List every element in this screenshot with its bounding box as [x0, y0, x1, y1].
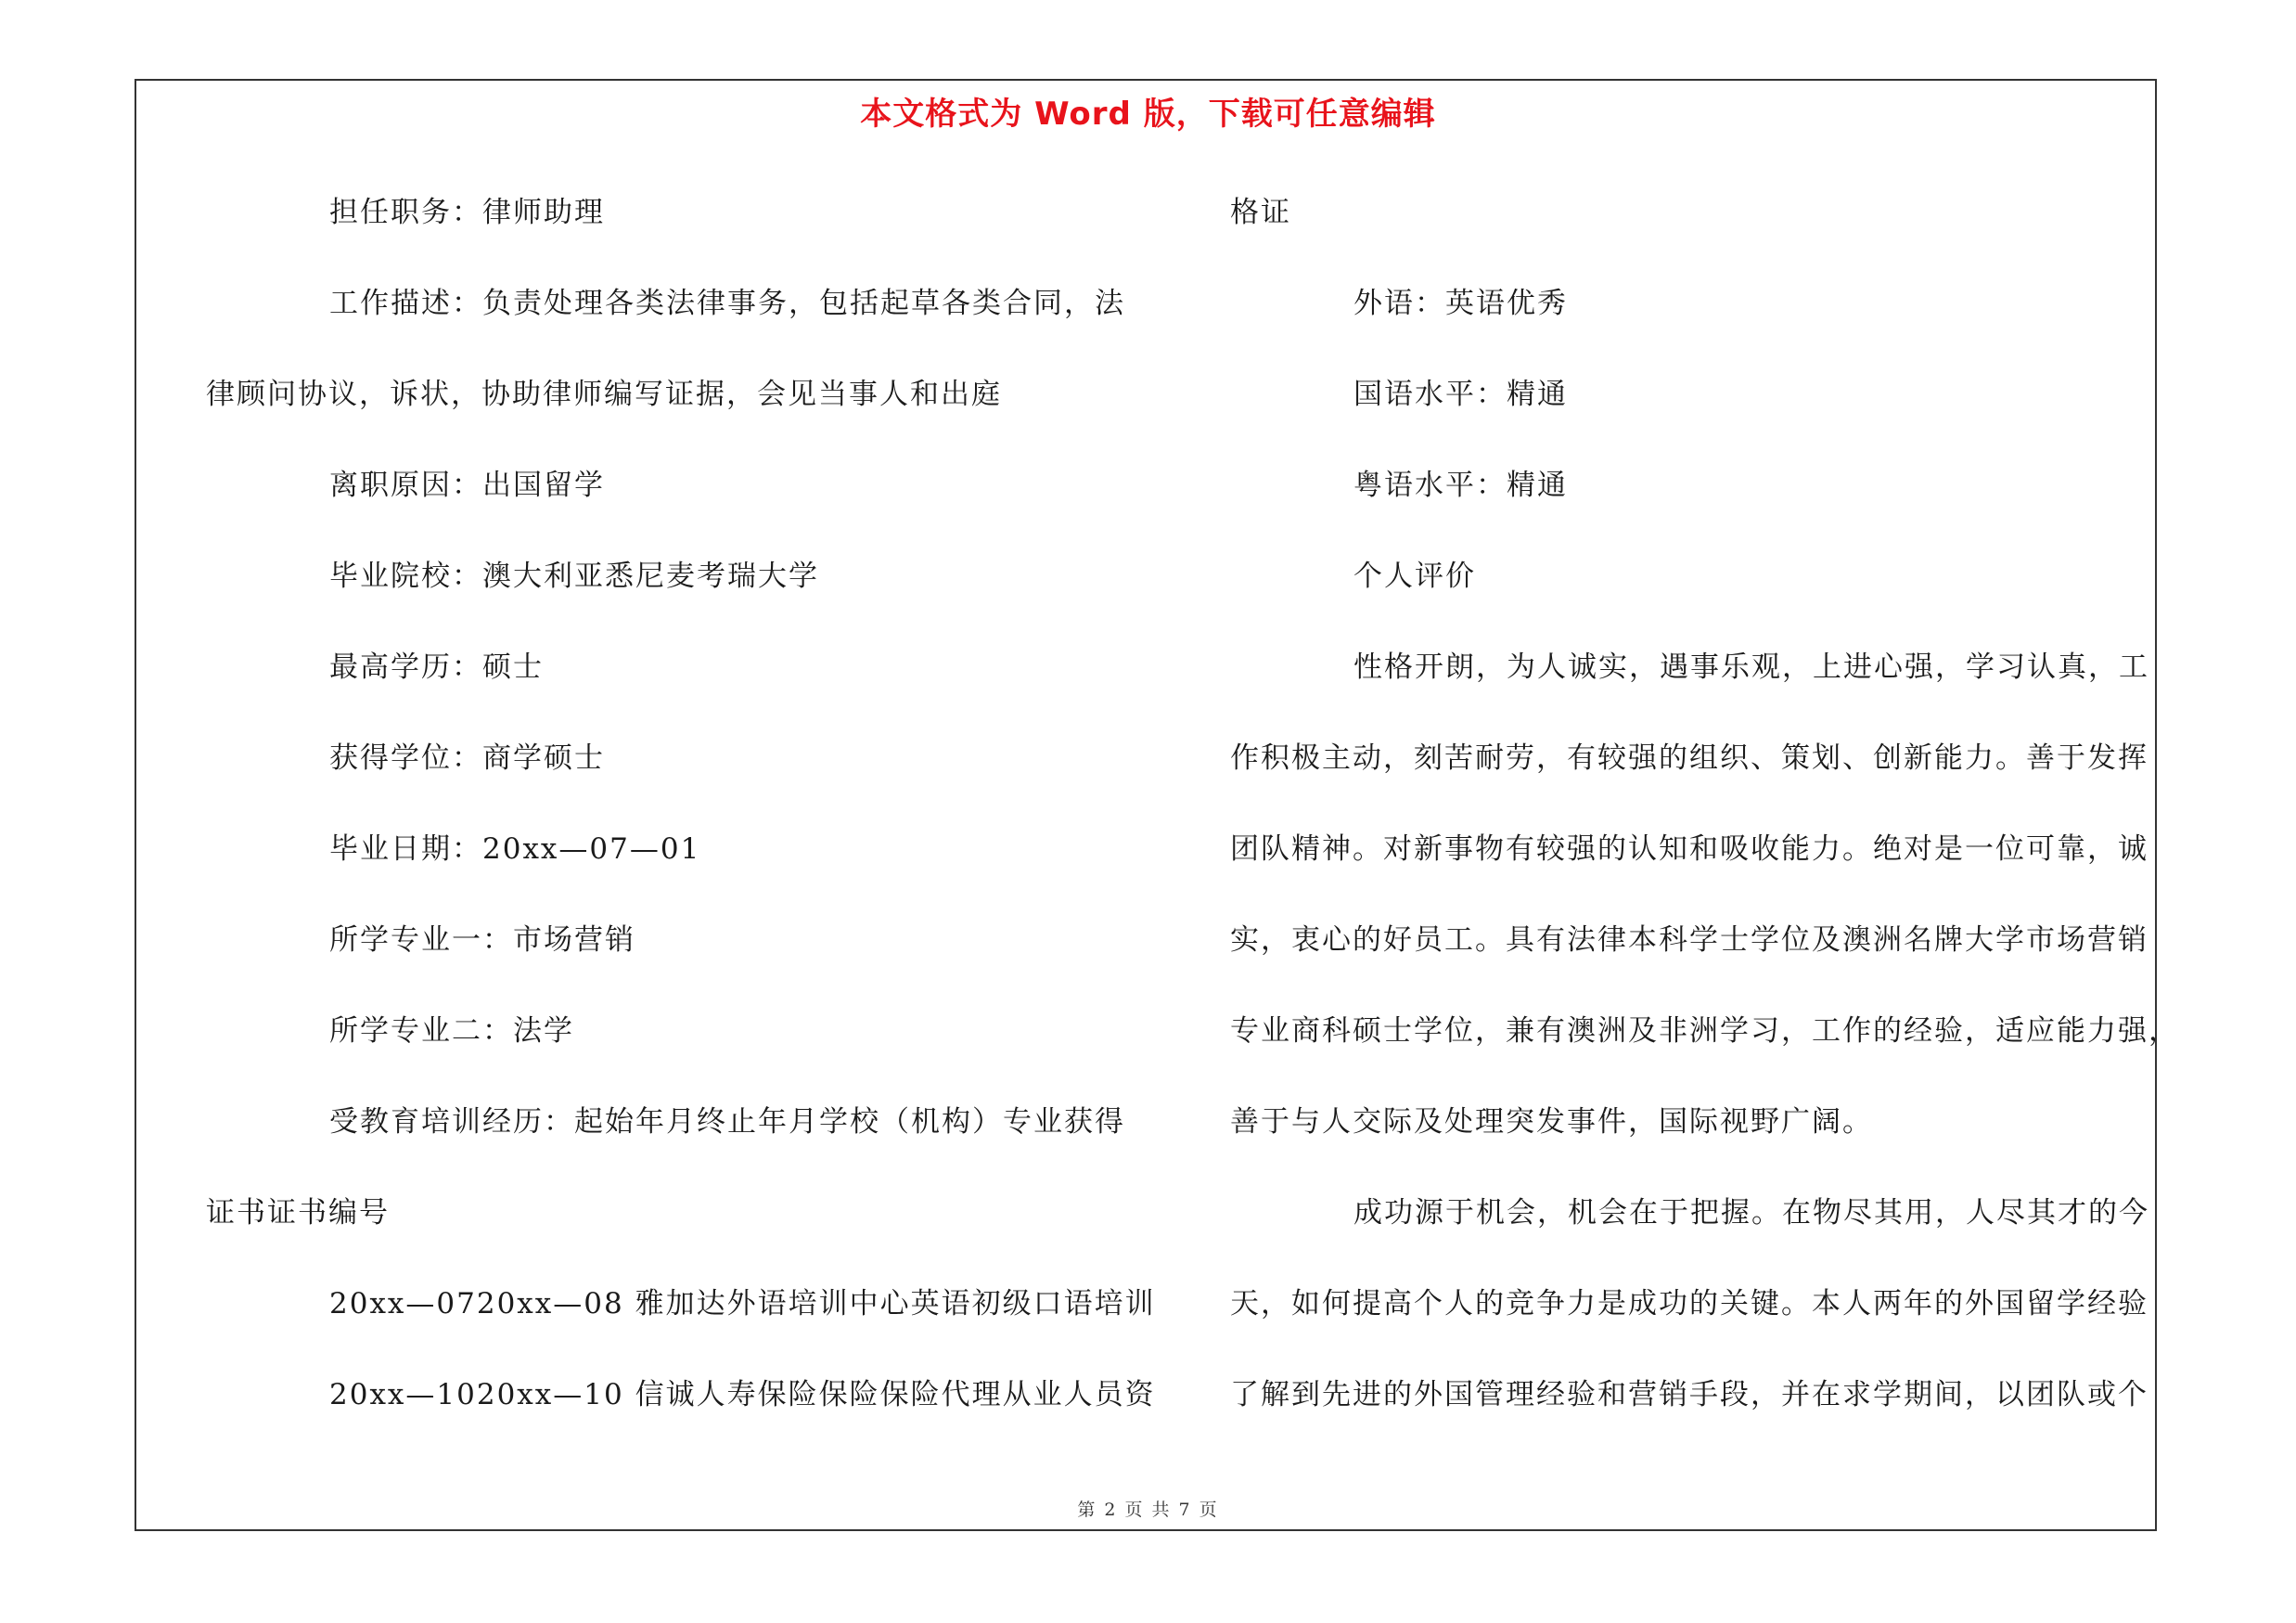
text-line: 性格开朗，为人诚实，遇事乐观，上进心强，学习认真，工 [1353, 650, 2149, 684]
text-line: 最高学历：硕士 [329, 650, 544, 684]
text-line: 实，衷心的好员工。具有法律本科学士学位及澳洲名牌大学市场营销 [1230, 923, 2148, 957]
text-line: 离职原因：出国留学 [329, 469, 605, 502]
text-line: 粤语水平：精通 [1353, 469, 1568, 502]
right-column [1230, 184, 2179, 1457]
text-line: 20xx—1020xx—10 信诚人寿保险保险保险代理从业人员资 [329, 1378, 1156, 1411]
text-line: 善于与人交际及处理突发事件，国际视野广阔。 [1230, 1105, 1873, 1139]
text-line: 格证 [1230, 196, 1291, 229]
text-line: 天，如何提高个人的竞争力是成功的关键。本人两年的外国留学经验 [1230, 1287, 2148, 1320]
text-line: 担任职务：律师助理 [329, 196, 605, 229]
text-line: 证书证书编号 [206, 1196, 390, 1230]
text-line: 毕业日期：20xx—07—01 [329, 832, 701, 866]
text-line: 作积极主动，刻苦耐劳，有较强的组织、策划、创新能力。善于发挥 [1230, 741, 2148, 775]
text-line: 外语：英语优秀 [1353, 287, 1568, 320]
text-line: 毕业院校：澳大利亚悉尼麦考瑞大学 [329, 560, 819, 593]
text-line: 国语水平：精通 [1353, 378, 1568, 411]
left-column [206, 184, 1156, 1457]
text-line: 律顾问协议，诉状，协助律师编写证据，会见当事人和出庭 [206, 378, 1002, 411]
text-line: 成功源于机会，机会在于把握。在物尽其用，人尽其才的今 [1353, 1196, 2149, 1230]
text-line: 了解到先进的外国管理经验和营销手段，并在求学期间，以团队或个 [1230, 1378, 2148, 1411]
text-line: 工作描述：负责处理各类法律事务，包括起草各类合同，法 [329, 287, 1125, 320]
text-line: 所学专业一：市场营销 [329, 923, 635, 957]
header-notice: 本文格式为 Word 版，下载可任意编辑 [860, 96, 1436, 133]
text-line: 团队精神。对新事物有较强的认知和吸收能力。绝对是一位可靠，诚 [1230, 832, 2148, 866]
text-line: 个人评价 [1353, 560, 1476, 593]
text-line: 专业商科硕士学位，兼有澳洲及非洲学习，工作的经验，适应能力强， [1230, 1014, 2179, 1048]
text-line: 受教育培训经历：起始年月终止年月学校（机构）专业获得 [329, 1105, 1125, 1139]
text-line: 20xx—0720xx—08 雅加达外语培训中心英语初级口语培训 [329, 1287, 1156, 1320]
page-indicator: 第 2 页 共 7 页 [1077, 1500, 1219, 1520]
text-line: 所学专业二：法学 [329, 1014, 574, 1048]
text-line: 获得学位：商学硕士 [329, 741, 605, 775]
